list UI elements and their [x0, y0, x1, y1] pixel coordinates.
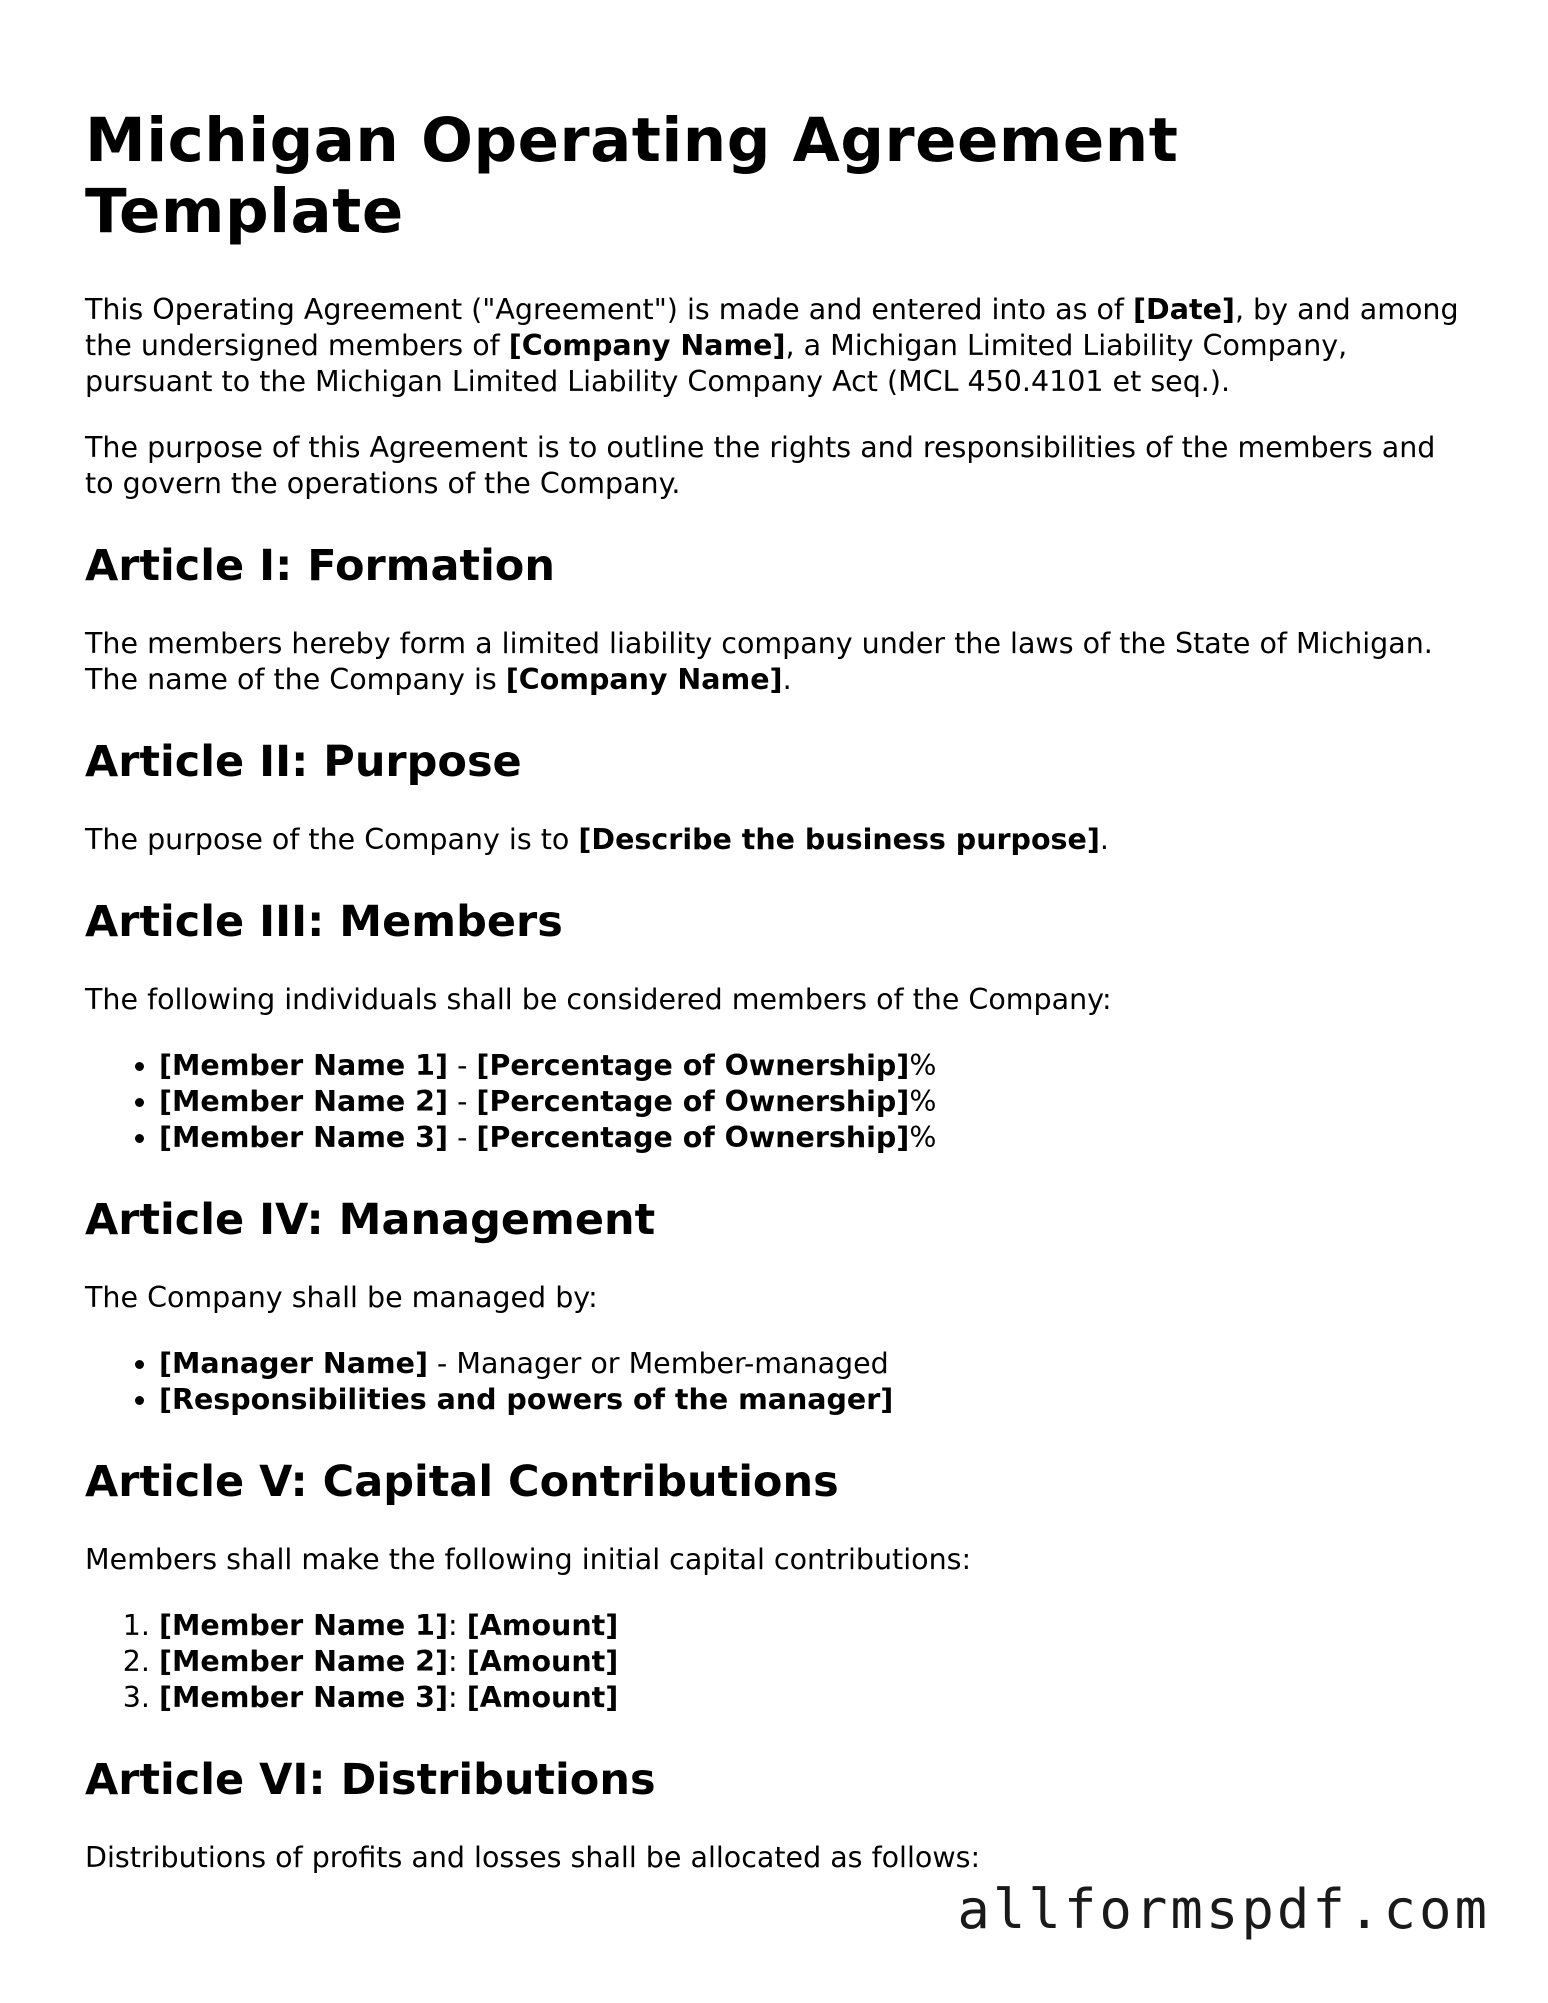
list-item: • [Manager Name] - Manager or Member-managed: [159, 1346, 1465, 1382]
list-item: • [Member Name 2] - [Percentage of Ownership]%: [159, 1084, 1465, 1120]
contributions-list: [85, 1608, 1465, 1716]
article-5-text: Members shall make the following initial capital contributions:: [85, 1543, 972, 1576]
article-6-heading: Article VI: Distributions: [85, 1755, 656, 1805]
list-item: • [Member Name 3] - [Percentage of Ownership]%: [159, 1120, 1465, 1156]
document-page: [85, 105, 1465, 1906]
business-purpose-placeholder: [Describe the business purpose]: [578, 823, 1100, 856]
article-4-text: The Company shall be managed by:: [85, 1281, 598, 1314]
management-list: [85, 1346, 1465, 1418]
article-5-heading: Article V: Capital Contributions: [85, 1457, 839, 1507]
date-placeholder: [Date]: [1133, 293, 1235, 326]
members-list: [85, 1048, 1465, 1156]
list-item: • [Responsibilities and powers of the manager]: [159, 1382, 1465, 1418]
article-3-text: The following individuals shall be considered members of the Company:: [85, 983, 1112, 1016]
article-1-text: The members hereby form a limited liability company under the laws of the State of Michigan. The name of the Company is [Company Name].: [85, 627, 1433, 696]
article-6-text: Distributions of profits and losses shall be allocated as follows:: [85, 1841, 981, 1874]
article-1-heading: Article I: Formation: [85, 541, 555, 591]
page-title: Michigan Operating Agreement Template: [85, 105, 1179, 247]
list-item: • [Member Name 1] - [Percentage of Ownership]%: [159, 1048, 1465, 1084]
intro-paragraph: This Operating Agreement ("Agreement") is made and entered into as of [Date], by and among the undersigned members of [Company Name], a Michigan Limited Liability Company, pursuant to the Michigan Limited Liability Company Act (MCL 450.4101 et seq.).: [85, 293, 1459, 398]
purpose-paragraph: The purpose of this Agreement is to outline the rights and responsibilities of the members and to govern the operations of the Company.: [85, 431, 1436, 500]
list-item: 1. [Member Name 1]: [Amount]: [159, 1608, 1465, 1644]
list-item: 3. [Member Name 3]: [Amount]: [159, 1680, 1465, 1716]
article-2-heading: Article II: Purpose: [85, 737, 522, 787]
article-3-heading: Article III: Members: [85, 897, 563, 947]
company-name-placeholder: [Company Name]: [508, 329, 786, 362]
watermark: allformspdf.com: [957, 1878, 1490, 1941]
list-item: 2. [Member Name 2]: [Amount]: [159, 1644, 1465, 1680]
article-2-text: The purpose of the Company is to [Describe the business purpose].: [85, 823, 1109, 856]
article-4-heading: Article IV: Management: [85, 1195, 656, 1245]
company-name-placeholder: [Company Name]: [505, 663, 783, 696]
